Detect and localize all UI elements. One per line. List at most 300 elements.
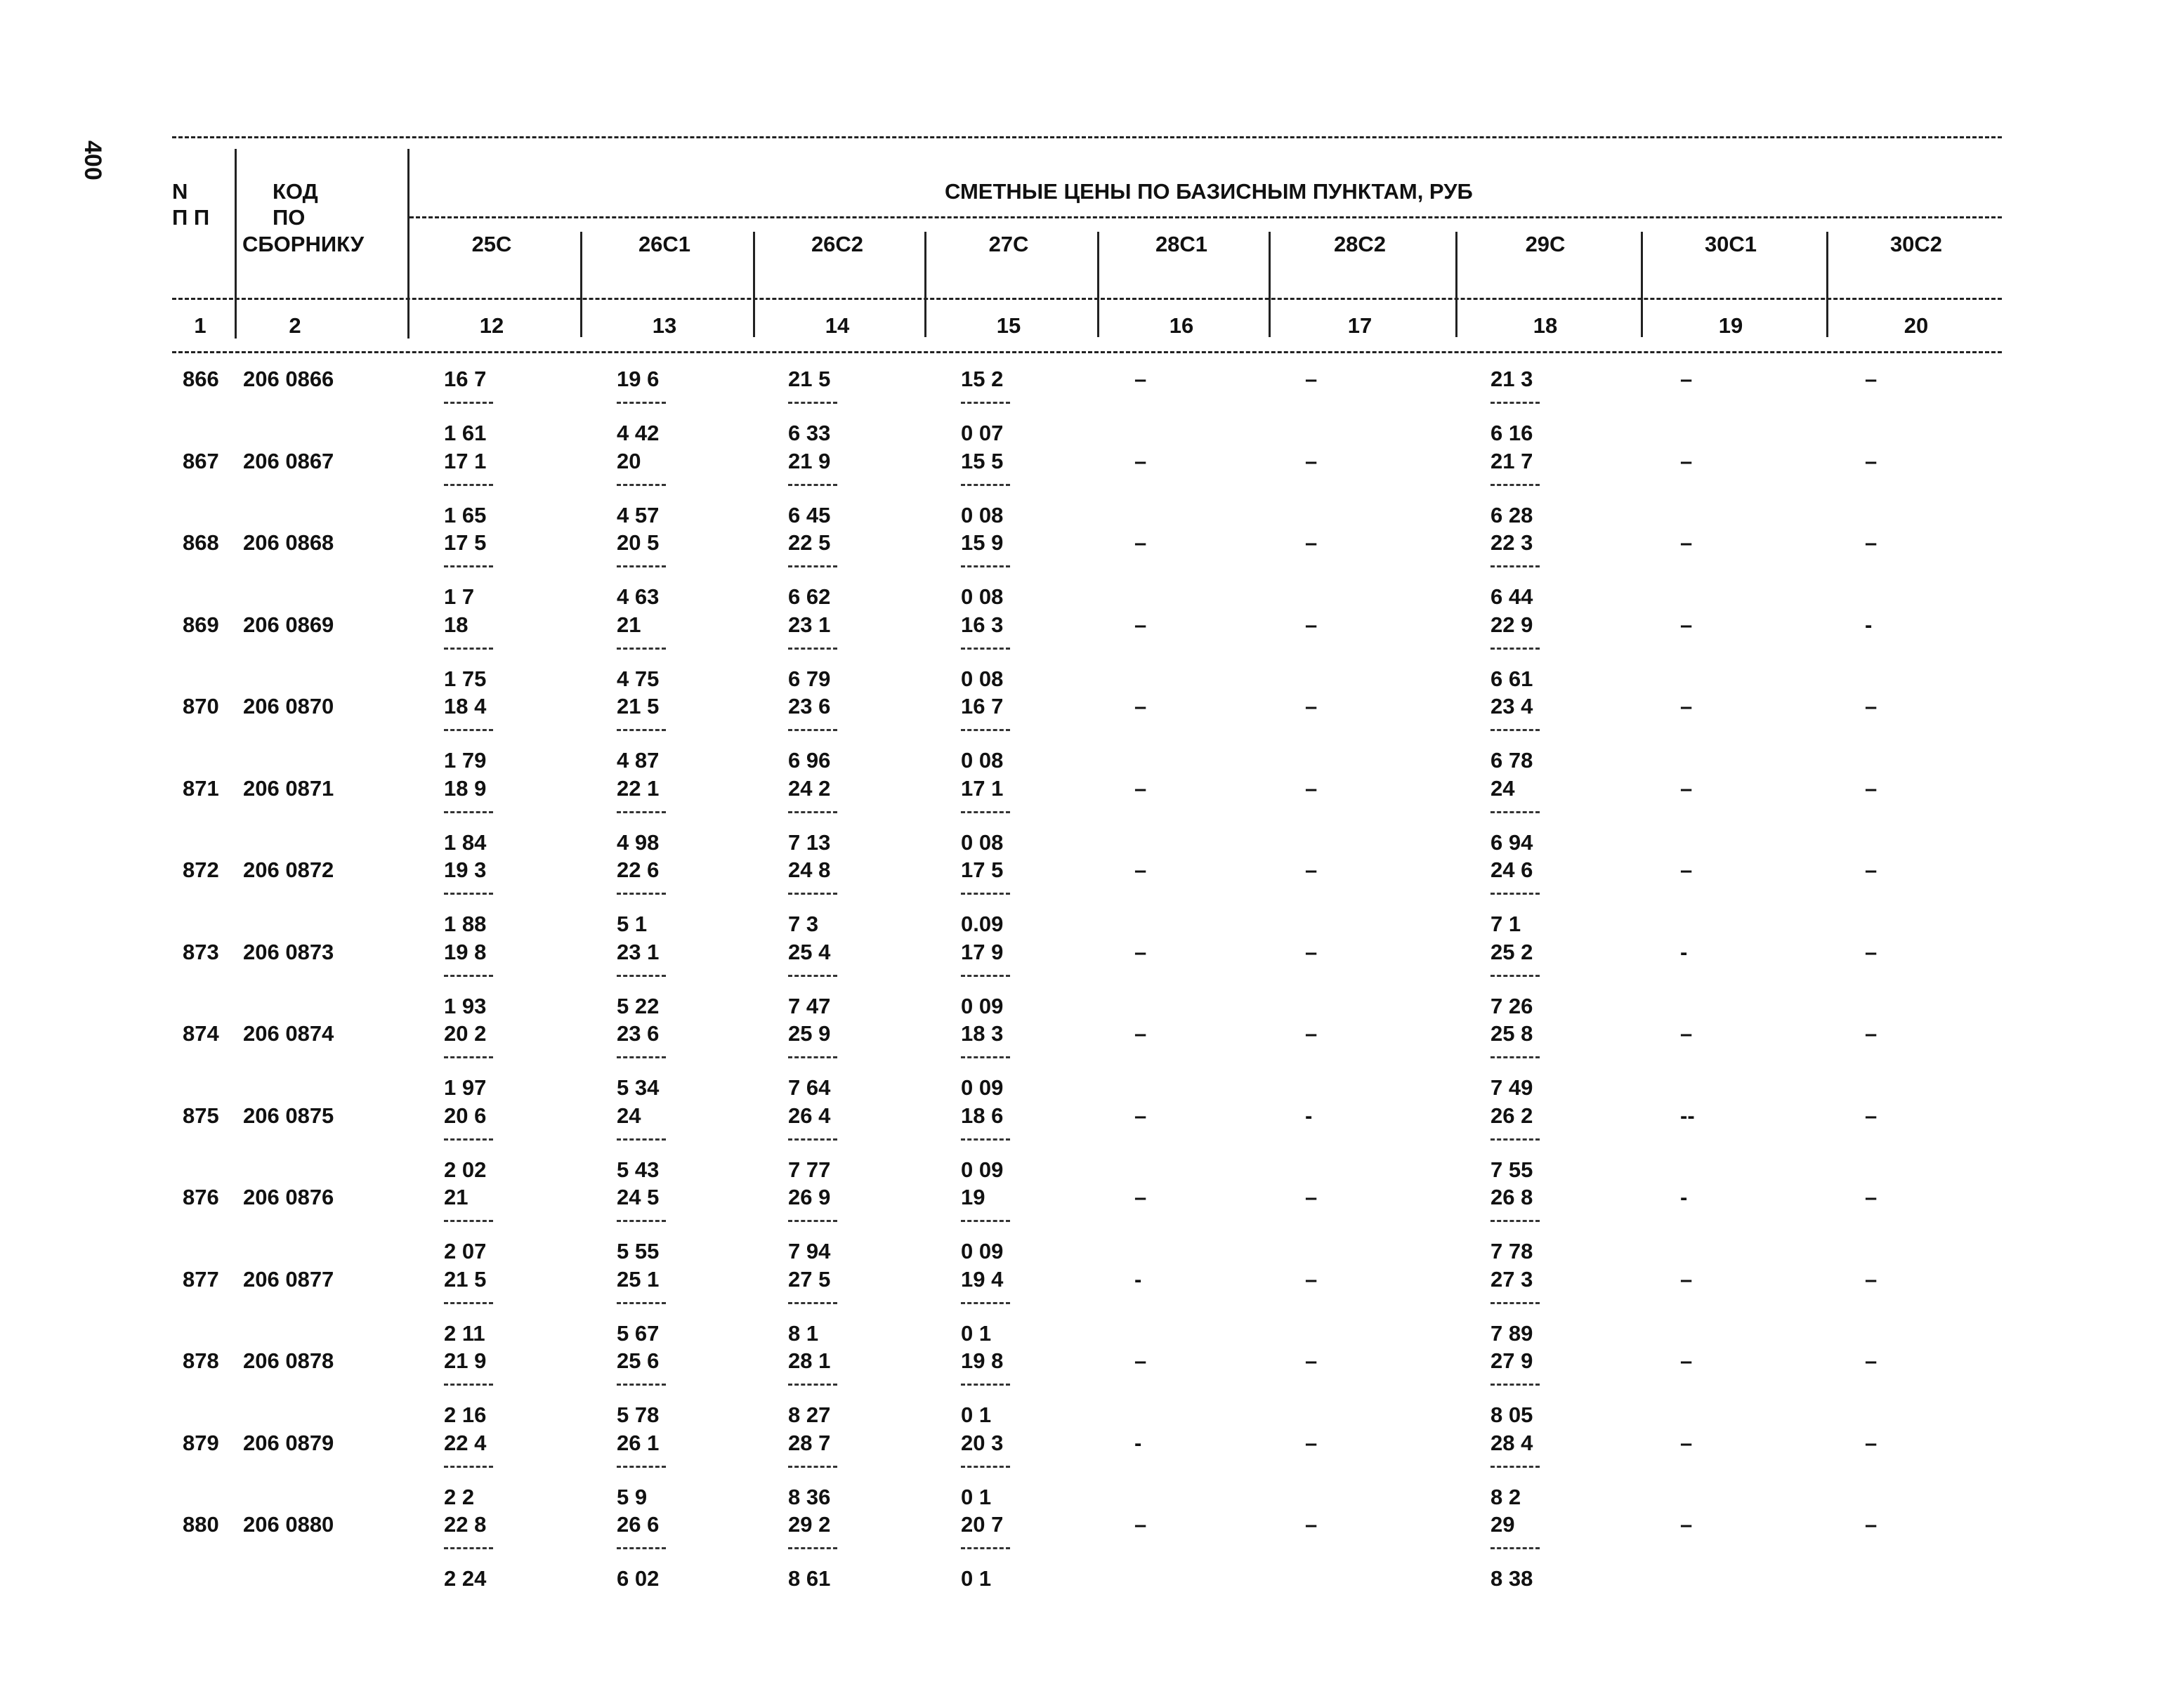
price-numerator: 15 5 bbox=[961, 448, 1004, 473]
empty-price-dash: – bbox=[1305, 1185, 1318, 1209]
empty-price-dash: – bbox=[1680, 1430, 1693, 1455]
price-denominator: 2 02 bbox=[444, 1157, 487, 1182]
price-numerator: 21 9 bbox=[444, 1348, 487, 1373]
empty-price-dash: - bbox=[1134, 1430, 1142, 1455]
fraction-line bbox=[788, 893, 837, 895]
empty-price-dash: – bbox=[1865, 1103, 1878, 1128]
colnum-15: 15 bbox=[996, 313, 1021, 338]
price-denominator: 2 07 bbox=[444, 1239, 487, 1263]
price-denominator: 7 26 bbox=[1491, 993, 1533, 1018]
price-denominator: 8 61 bbox=[788, 1566, 831, 1591]
price-denominator: 1 93 bbox=[444, 993, 487, 1018]
fraction-line bbox=[444, 729, 493, 731]
empty-price-dash: – bbox=[1680, 1512, 1693, 1537]
price-numerator: 18 9 bbox=[444, 775, 487, 801]
fraction-line bbox=[444, 1302, 493, 1304]
empty-price-dash: – bbox=[1305, 1348, 1318, 1373]
fraction-line bbox=[1491, 1220, 1540, 1222]
empty-price-dash: – bbox=[1305, 1512, 1318, 1537]
price-denominator: 0 08 bbox=[961, 502, 1004, 527]
zone-29c: 29С bbox=[1525, 232, 1566, 256]
price-numerator: 21 3 bbox=[1491, 367, 1533, 391]
zone-26c1: 26С1 bbox=[638, 232, 691, 256]
price-numerator: 19 bbox=[961, 1185, 985, 1209]
price-denominator: 5 43 bbox=[617, 1157, 660, 1182]
header-code-2: ПО bbox=[273, 205, 306, 230]
price-numerator: 17 9 bbox=[961, 939, 1004, 964]
header-n: N bbox=[172, 179, 188, 204]
price-denominator: 4 57 bbox=[617, 502, 660, 527]
prices-title: СМЕТНЫЕ ЦЕНЫ ПО БАЗИСНЫМ ПУНКТАМ, РУБ bbox=[945, 179, 1473, 204]
price-denominator: 0 09 bbox=[961, 1075, 1004, 1100]
fraction-line bbox=[1491, 1302, 1540, 1304]
fraction-line bbox=[788, 1056, 837, 1058]
price-denominator: 0 08 bbox=[961, 748, 1004, 773]
fraction-line bbox=[444, 1466, 493, 1468]
price-numerator: 29 bbox=[1491, 1512, 1515, 1537]
empty-price-dash: - bbox=[1680, 1185, 1688, 1209]
fraction-line bbox=[961, 1220, 1010, 1222]
price-numerator: 21 7 bbox=[1491, 448, 1533, 473]
price-numerator: 29 2 bbox=[788, 1512, 831, 1537]
price-denominator: 8 27 bbox=[788, 1402, 831, 1427]
colnum-1: 1 bbox=[194, 313, 207, 338]
fraction-line bbox=[788, 1547, 837, 1549]
colnum-18: 18 bbox=[1533, 313, 1558, 338]
price-denominator: 8 2 bbox=[1491, 1484, 1521, 1509]
price-denominator: 8 1 bbox=[788, 1320, 819, 1346]
fraction-line bbox=[444, 893, 493, 895]
price-numerator: 28 4 bbox=[1491, 1430, 1533, 1455]
row-number: 875 bbox=[183, 1103, 219, 1128]
empty-price-dash: – bbox=[1305, 939, 1318, 964]
row-code: 206 0866 bbox=[243, 367, 334, 391]
zone-28c2: 28С2 bbox=[1333, 232, 1387, 256]
zone-30c1: 30С1 bbox=[1704, 232, 1757, 256]
empty-price-dash: -- bbox=[1680, 1103, 1695, 1128]
price-denominator: 1 61 bbox=[444, 421, 487, 445]
fraction-line bbox=[444, 1056, 493, 1058]
price-denominator: 0 08 bbox=[961, 829, 1004, 855]
price-denominator: 7 77 bbox=[788, 1157, 831, 1182]
empty-price-dash: – bbox=[1305, 612, 1318, 637]
price-denominator: 1 79 bbox=[444, 748, 487, 773]
empty-price-dash: - bbox=[1134, 1266, 1142, 1292]
price-numerator: 20 3 bbox=[961, 1430, 1004, 1455]
price-denominator: 1 75 bbox=[444, 666, 487, 691]
fraction-line bbox=[1491, 1466, 1540, 1468]
empty-price-dash: – bbox=[1680, 612, 1693, 637]
price-numerator: 19 3 bbox=[444, 858, 487, 882]
price-numerator: 24 5 bbox=[617, 1185, 660, 1209]
row-code: 206 0871 bbox=[243, 775, 334, 801]
price-denominator: 6 94 bbox=[1491, 829, 1533, 855]
empty-price-dash: – bbox=[1134, 1021, 1147, 1046]
price-denominator: 7 3 bbox=[788, 912, 819, 936]
fraction-line bbox=[617, 893, 666, 895]
price-numerator: 26 4 bbox=[788, 1103, 831, 1128]
fraction-line bbox=[788, 729, 837, 731]
price-numerator: 18 3 bbox=[961, 1021, 1004, 1046]
fraction-line bbox=[444, 1547, 493, 1549]
empty-price-dash: – bbox=[1134, 775, 1147, 801]
price-numerator: 19 6 bbox=[617, 367, 660, 391]
fraction-line bbox=[617, 565, 666, 567]
row-number: 873 bbox=[183, 939, 219, 964]
price-numerator: 26 6 bbox=[617, 1512, 660, 1537]
price-denominator: 2 11 bbox=[444, 1320, 485, 1346]
fraction-line bbox=[788, 1138, 837, 1141]
empty-price-dash: – bbox=[1865, 530, 1878, 555]
fraction-line bbox=[617, 1384, 666, 1386]
price-denominator: 2 24 bbox=[444, 1566, 487, 1591]
fraction-line bbox=[788, 565, 837, 567]
colnum-16: 16 bbox=[1169, 313, 1194, 338]
zone-26c2: 26С2 bbox=[811, 232, 864, 256]
price-numerator: 22 6 bbox=[617, 858, 660, 882]
empty-price-dash: – bbox=[1134, 1185, 1147, 1209]
fraction-line bbox=[617, 1547, 666, 1549]
price-denominator: 1 97 bbox=[444, 1075, 487, 1100]
price-denominator: 4 63 bbox=[617, 584, 660, 609]
price-numerator: 18 4 bbox=[444, 694, 487, 718]
row-code: 206 0875 bbox=[243, 1103, 334, 1128]
row-code: 206 0872 bbox=[243, 858, 334, 882]
fraction-line bbox=[444, 1384, 493, 1386]
empty-price-dash: – bbox=[1134, 448, 1147, 473]
zone-28c1: 28С1 bbox=[1155, 232, 1208, 256]
price-numerator: 21 bbox=[617, 612, 641, 637]
row-code: 206 0879 bbox=[243, 1430, 334, 1455]
empty-price-dash: – bbox=[1134, 530, 1147, 555]
empty-price-dash: – bbox=[1134, 367, 1147, 391]
empty-price-dash: – bbox=[1865, 694, 1878, 718]
price-numerator: 25 8 bbox=[1491, 1021, 1533, 1046]
price-denominator: 0 07 bbox=[961, 421, 1004, 445]
price-numerator: 22 5 bbox=[788, 530, 831, 555]
fraction-line bbox=[617, 811, 666, 813]
price-denominator: 2 2 bbox=[444, 1484, 475, 1509]
fraction-line bbox=[1491, 811, 1540, 813]
price-numerator: 22 1 bbox=[617, 775, 660, 801]
fraction-line bbox=[1491, 729, 1540, 731]
price-numerator: 21 5 bbox=[788, 367, 831, 391]
price-numerator: 18 6 bbox=[961, 1103, 1004, 1128]
price-numerator: 21 5 bbox=[444, 1266, 487, 1292]
empty-price-dash: – bbox=[1865, 1512, 1878, 1537]
empty-price-dash: – bbox=[1680, 1348, 1693, 1373]
price-numerator: 17 1 bbox=[444, 448, 487, 473]
fraction-line bbox=[617, 729, 666, 731]
fraction-line bbox=[961, 1466, 1010, 1468]
fraction-line bbox=[1491, 975, 1540, 977]
price-numerator: 19 8 bbox=[961, 1348, 1004, 1373]
row-number: 866 bbox=[183, 367, 219, 391]
row-code: 206 0868 bbox=[243, 530, 334, 555]
row-code: 206 0867 bbox=[243, 448, 334, 473]
price-numerator: 26 8 bbox=[1491, 1185, 1533, 1209]
price-denominator: 5 67 bbox=[617, 1320, 660, 1346]
price-denominator: 1 88 bbox=[444, 912, 487, 936]
fraction-line bbox=[444, 565, 493, 567]
price-denominator: 8 05 bbox=[1491, 1402, 1533, 1427]
price-numerator: 25 9 bbox=[788, 1021, 831, 1046]
fraction-line bbox=[617, 484, 666, 486]
price-denominator: 6 79 bbox=[788, 666, 831, 691]
fraction-line bbox=[617, 1220, 666, 1222]
fraction-line bbox=[788, 975, 837, 977]
price-denominator: 6 78 bbox=[1491, 748, 1533, 773]
empty-price-dash: – bbox=[1680, 530, 1693, 555]
fraction-line bbox=[788, 1220, 837, 1222]
price-denominator: 0.09 bbox=[961, 912, 1004, 936]
fraction-line bbox=[961, 729, 1010, 731]
row-code: 206 0869 bbox=[243, 612, 334, 637]
empty-price-dash: – bbox=[1305, 530, 1318, 555]
row-number: 876 bbox=[183, 1185, 219, 1209]
price-denominator: 6 44 bbox=[1491, 584, 1533, 609]
price-numerator: 28 7 bbox=[788, 1430, 831, 1455]
price-numerator: 23 6 bbox=[617, 1021, 660, 1046]
price-denominator: 8 38 bbox=[1491, 1566, 1533, 1591]
price-numerator: 24 6 bbox=[1491, 858, 1533, 882]
fraction-line bbox=[788, 1384, 837, 1386]
fraction-line bbox=[961, 811, 1010, 813]
price-denominator: 5 55 bbox=[617, 1239, 660, 1263]
price-numerator: 26 1 bbox=[617, 1430, 660, 1455]
price-denominator: 1 65 bbox=[444, 502, 487, 527]
price-numerator: 22 4 bbox=[444, 1430, 487, 1455]
empty-price-dash: – bbox=[1134, 1512, 1147, 1537]
colnum-12: 12 bbox=[479, 313, 504, 338]
row-code: 206 0878 bbox=[243, 1348, 334, 1373]
price-denominator: 6 96 bbox=[788, 748, 831, 773]
price-numerator: 22 9 bbox=[1491, 612, 1533, 637]
empty-price-dash: – bbox=[1865, 775, 1878, 801]
price-denominator: 5 1 bbox=[617, 912, 648, 936]
price-numerator: 26 2 bbox=[1491, 1103, 1533, 1128]
price-numerator: 22 3 bbox=[1491, 530, 1533, 555]
price-numerator: 26 9 bbox=[788, 1185, 831, 1209]
colnum-2: 2 bbox=[289, 313, 301, 338]
price-denominator: 7 64 bbox=[788, 1075, 831, 1100]
colnum-19: 19 bbox=[1718, 313, 1743, 338]
price-numerator: 24 bbox=[617, 1103, 641, 1128]
price-denominator: 8 36 bbox=[788, 1484, 831, 1509]
price-numerator: 21 9 bbox=[788, 448, 831, 473]
price-numerator: 17 5 bbox=[961, 858, 1004, 882]
price-denominator: 7 89 bbox=[1491, 1320, 1533, 1346]
price-numerator: 21 bbox=[444, 1185, 469, 1209]
price-denominator: 2 16 bbox=[444, 1402, 487, 1427]
fraction-line bbox=[788, 402, 837, 404]
row-number: 867 bbox=[183, 448, 219, 473]
fraction-line bbox=[444, 975, 493, 977]
row-number: 872 bbox=[183, 858, 219, 882]
row-code: 206 0876 bbox=[243, 1185, 334, 1209]
fraction-line bbox=[788, 648, 837, 650]
header-code-1: КОД bbox=[273, 179, 318, 204]
fraction-line bbox=[961, 1384, 1010, 1386]
row-code: 206 0873 bbox=[243, 939, 334, 964]
empty-price-dash: – bbox=[1680, 1266, 1693, 1292]
price-numerator: 27 9 bbox=[1491, 1348, 1533, 1373]
price-denominator: 6 28 bbox=[1491, 502, 1533, 527]
price-numerator: 23 6 bbox=[788, 694, 831, 718]
price-numerator: 15 2 bbox=[961, 367, 1004, 391]
price-numerator: 20 2 bbox=[444, 1021, 487, 1046]
empty-price-dash: – bbox=[1134, 612, 1147, 637]
zone-27c: 27С bbox=[988, 232, 1029, 256]
empty-price-dash: – bbox=[1680, 858, 1693, 882]
fraction-line bbox=[444, 1138, 493, 1141]
fraction-line bbox=[961, 1056, 1010, 1058]
price-numerator: 23 1 bbox=[788, 612, 831, 637]
fraction-line bbox=[617, 1466, 666, 1468]
row-code: 206 0877 bbox=[243, 1266, 334, 1292]
empty-price-dash: – bbox=[1134, 694, 1147, 718]
empty-price-dash: – bbox=[1865, 367, 1878, 391]
price-denominator: 5 22 bbox=[617, 993, 660, 1018]
price-numerator: 16 7 bbox=[444, 367, 487, 391]
row-number: 880 bbox=[183, 1512, 219, 1537]
price-denominator: 0 1 bbox=[961, 1320, 992, 1346]
empty-price-dash: – bbox=[1305, 1430, 1318, 1455]
row-number: 877 bbox=[183, 1266, 219, 1292]
price-denominator: 1 7 bbox=[444, 584, 475, 609]
fraction-line bbox=[961, 484, 1010, 486]
price-denominator: 0 1 bbox=[961, 1566, 992, 1591]
price-numerator: 20 bbox=[617, 448, 641, 473]
price-denominator: 7 13 bbox=[788, 829, 831, 855]
price-numerator: 24 bbox=[1491, 775, 1515, 801]
empty-price-dash: – bbox=[1680, 367, 1693, 391]
row-code: 206 0880 bbox=[243, 1512, 334, 1537]
price-denominator: 6 33 bbox=[788, 421, 831, 445]
empty-price-dash: – bbox=[1305, 775, 1318, 801]
price-denominator: 7 47 bbox=[788, 993, 831, 1018]
empty-price-dash: – bbox=[1865, 858, 1878, 882]
fraction-line bbox=[1491, 484, 1540, 486]
price-denominator: 7 94 bbox=[788, 1239, 831, 1263]
empty-price-dash: – bbox=[1134, 1103, 1147, 1128]
price-numerator: 16 7 bbox=[961, 694, 1004, 718]
price-numerator: 19 4 bbox=[961, 1266, 1004, 1292]
empty-price-dash: – bbox=[1865, 448, 1878, 473]
fraction-line bbox=[788, 1302, 837, 1304]
price-numerator: 24 8 bbox=[788, 858, 831, 882]
price-denominator: 5 78 bbox=[617, 1402, 660, 1427]
fraction-line bbox=[788, 484, 837, 486]
fraction-line bbox=[961, 1547, 1010, 1549]
header-code-3: СБОРНИКУ bbox=[242, 232, 365, 256]
price-numerator: 23 1 bbox=[617, 939, 660, 964]
price-numerator: 25 4 bbox=[788, 939, 831, 964]
fraction-line bbox=[961, 565, 1010, 567]
fraction-line bbox=[617, 975, 666, 977]
price-numerator: 18 bbox=[444, 612, 469, 637]
price-denominator: 7 49 bbox=[1491, 1075, 1533, 1100]
colnum-14: 14 bbox=[825, 313, 850, 338]
empty-price-dash: – bbox=[1865, 1266, 1878, 1292]
price-denominator: 0 08 bbox=[961, 666, 1004, 691]
price-numerator: 23 4 bbox=[1491, 694, 1533, 718]
price-denominator: 0 1 bbox=[961, 1402, 992, 1427]
row-number: 879 bbox=[183, 1430, 219, 1455]
price-denominator: 6 62 bbox=[788, 584, 831, 609]
fraction-line bbox=[444, 648, 493, 650]
empty-price-dash: – bbox=[1865, 1348, 1878, 1373]
fraction-line bbox=[444, 484, 493, 486]
price-numerator: 20 5 bbox=[617, 530, 660, 555]
price-denominator: 7 55 bbox=[1491, 1157, 1533, 1182]
fraction-line bbox=[961, 1138, 1010, 1141]
price-denominator: 5 34 bbox=[617, 1075, 660, 1100]
price-numerator: 24 2 bbox=[788, 775, 831, 801]
fraction-line bbox=[1491, 893, 1540, 895]
row-number: 871 bbox=[183, 775, 219, 801]
price-denominator: 0 08 bbox=[961, 584, 1004, 609]
empty-price-dash: – bbox=[1305, 858, 1318, 882]
price-denominator: 6 61 bbox=[1491, 666, 1533, 691]
fraction-line bbox=[617, 1302, 666, 1304]
fraction-line bbox=[1491, 1384, 1540, 1386]
fraction-line bbox=[444, 811, 493, 813]
price-denominator: 7 1 bbox=[1491, 912, 1521, 936]
price-denominator: 6 02 bbox=[617, 1566, 660, 1591]
empty-price-dash: – bbox=[1305, 1021, 1318, 1046]
row-number: 868 bbox=[183, 530, 219, 555]
price-numerator: 20 6 bbox=[444, 1103, 487, 1128]
empty-price-dash: – bbox=[1680, 1021, 1693, 1046]
empty-price-dash: – bbox=[1134, 939, 1147, 964]
price-numerator: 20 7 bbox=[961, 1512, 1004, 1537]
row-number: 869 bbox=[183, 612, 219, 637]
empty-price-dash: – bbox=[1680, 694, 1693, 718]
price-denominator: 0 09 bbox=[961, 1239, 1004, 1263]
fraction-line bbox=[961, 402, 1010, 404]
empty-price-dash: - bbox=[1305, 1103, 1313, 1128]
price-numerator: 22 8 bbox=[444, 1512, 487, 1537]
empty-price-dash: – bbox=[1305, 1266, 1318, 1292]
fraction-line bbox=[617, 402, 666, 404]
fraction-line bbox=[444, 402, 493, 404]
fraction-line bbox=[1491, 648, 1540, 650]
header-pp: П П bbox=[172, 205, 210, 230]
empty-price-dash: – bbox=[1305, 694, 1318, 718]
price-numerator: 25 6 bbox=[617, 1348, 660, 1373]
price-denominator: 0 09 bbox=[961, 1157, 1004, 1182]
colnum-20: 20 bbox=[1904, 313, 1929, 338]
colnum-17: 17 bbox=[1347, 313, 1372, 338]
fraction-line bbox=[961, 1302, 1010, 1304]
price-numerator: 21 5 bbox=[617, 694, 660, 718]
fraction-line bbox=[444, 1220, 493, 1222]
zone-30c2: 30С2 bbox=[1889, 232, 1943, 256]
price-numerator: 16 3 bbox=[961, 612, 1004, 637]
fraction-line bbox=[1491, 402, 1540, 404]
empty-price-dash: – bbox=[1305, 448, 1318, 473]
price-numerator: 17 5 bbox=[444, 530, 487, 555]
row-number: 878 bbox=[183, 1348, 219, 1373]
row-code: 206 0874 bbox=[243, 1021, 334, 1046]
price-denominator: 4 87 bbox=[617, 748, 660, 773]
price-numerator: 17 1 bbox=[961, 775, 1004, 801]
price-numerator: 25 2 bbox=[1491, 939, 1533, 964]
fraction-line bbox=[788, 811, 837, 813]
empty-price-dash: – bbox=[1865, 1185, 1878, 1209]
price-numerator: 19 8 bbox=[444, 939, 487, 964]
